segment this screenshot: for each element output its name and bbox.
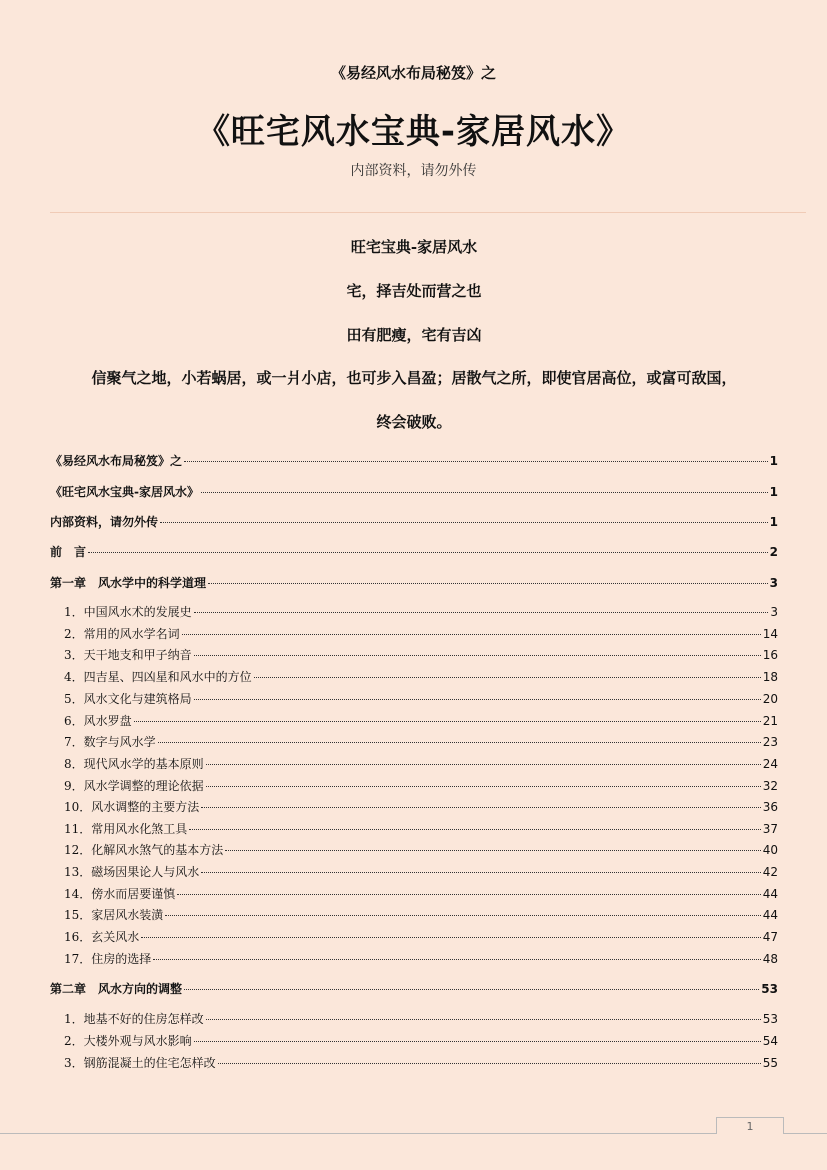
- toc-entry-page: 44: [762, 908, 778, 922]
- toc-entry[interactable]: [50, 980, 778, 997]
- toc-entry[interactable]: [64, 603, 778, 620]
- toc-entry-title: 《易经风水布局秘笈》之: [50, 454, 183, 468]
- toc-entry-title: 9．风水学调整的理论依据: [64, 779, 204, 793]
- toc-leader: [225, 850, 760, 851]
- toc-leader: [160, 522, 768, 523]
- toc-entry-page: 1: [769, 454, 778, 468]
- toc-entry-title: 13．磁场因果论人与风水: [64, 865, 200, 879]
- page-number: 1: [716, 1117, 784, 1134]
- toc-leader: [153, 959, 760, 960]
- toc-entry-title: 1．地基不好的住房怎样改: [64, 1012, 204, 1026]
- toc-entry[interactable]: [50, 574, 778, 591]
- toc-entry[interactable]: [50, 483, 778, 500]
- toc-entry-title: 12．化解风水煞气的基本方法: [64, 843, 224, 857]
- toc-entry-page: 47: [762, 930, 778, 944]
- toc-entry-page: 55: [762, 1056, 778, 1070]
- toc-leader: [206, 786, 761, 787]
- footer-divider: [0, 1133, 827, 1134]
- toc-entry-title: 14．傍水而居要谨慎: [64, 887, 176, 901]
- toc-entry[interactable]: [50, 452, 778, 469]
- toc-entry[interactable]: [64, 950, 778, 967]
- toc-entry-page: 32: [762, 779, 778, 793]
- toc-entry-page: 36: [762, 800, 778, 814]
- toc-entry[interactable]: [64, 646, 778, 663]
- toc-entry-title: 8．现代风水学的基本原则: [64, 757, 204, 771]
- intro-line: 信聚气之地，小若蜗居，或一爿小店，也可步入昌盈；居散气之所，即使官居高位，或富可敌国，: [91, 369, 737, 387]
- toc-entry-page: 23: [762, 735, 778, 749]
- toc-entry[interactable]: [50, 513, 778, 530]
- toc-entry-title: 2．大楼外观与风水影响: [64, 1034, 192, 1048]
- toc-entry-title: 《旺宅风水宝典-家居风水》: [50, 485, 199, 499]
- toc-entry-page: 53: [761, 982, 778, 996]
- toc-entry[interactable]: [64, 712, 778, 729]
- toc-leader: [254, 677, 761, 678]
- intro-line: 旺宅宝典-家居风水: [350, 238, 478, 256]
- toc-entry-page: 16: [762, 648, 778, 662]
- toc-entry-page: 1: [769, 515, 778, 529]
- toc-leader: [184, 461, 768, 462]
- toc-entry[interactable]: [64, 755, 778, 772]
- toc-entry-page: 40: [762, 843, 778, 857]
- toc-leader: [194, 612, 769, 613]
- toc-entry-title: 11．常用风水化煞工具: [64, 822, 188, 836]
- toc-entry-page: 53: [762, 1012, 778, 1026]
- toc-entry-page: 1: [769, 485, 778, 499]
- toc-leader: [194, 1041, 761, 1042]
- toc-entry-title: 16．玄关风水: [64, 930, 140, 944]
- toc-leader: [141, 937, 760, 938]
- toc-entry-title: 6．风水罗盘: [64, 714, 132, 728]
- toc-entry[interactable]: [64, 1032, 778, 1049]
- toc-entry-title: 15．家居风水装潢: [64, 908, 164, 922]
- intro-line: 田有肥瘦，宅有吉凶: [346, 326, 482, 344]
- toc-entry-page: 24: [762, 757, 778, 771]
- intro-line: 终会破败。: [376, 413, 452, 431]
- toc-entry-title: 7．数字与风水学: [64, 735, 156, 749]
- toc-leader: [201, 807, 760, 808]
- intro-line: 宅，择吉处而营之也: [346, 282, 482, 300]
- toc-leader: [134, 721, 761, 722]
- toc-entry-title: 第一章 风水学中的科学道理: [50, 576, 207, 590]
- toc-entry[interactable]: [64, 777, 778, 794]
- toc-leader: [88, 552, 768, 553]
- toc-leader: [182, 634, 761, 635]
- toc-entry[interactable]: [64, 1054, 778, 1071]
- toc-leader: [208, 583, 768, 584]
- toc-entry-page: 37: [762, 822, 778, 836]
- toc-entry-title: 第二章 风水方向的调整: [50, 982, 183, 996]
- toc-entry[interactable]: [64, 863, 778, 880]
- toc-entry[interactable]: [64, 668, 778, 685]
- toc-entry-page: 3: [770, 605, 778, 619]
- toc-entry[interactable]: [64, 885, 778, 902]
- toc-entry-page: 54: [762, 1034, 778, 1048]
- toc-leader: [201, 872, 760, 873]
- toc-entry[interactable]: [64, 733, 778, 750]
- toc-leader: [158, 742, 761, 743]
- toc-entry-title: 3．天干地支和甲子纳音: [64, 648, 192, 662]
- toc-entry[interactable]: [64, 798, 778, 815]
- divider: [50, 212, 806, 213]
- toc-entry-page: 48: [762, 952, 778, 966]
- toc-entry[interactable]: [64, 1010, 778, 1027]
- toc-leader: [201, 492, 768, 493]
- toc-entry-title: 前 言: [50, 545, 87, 559]
- toc-entry-title: 内部资料，请勿外传: [50, 515, 159, 529]
- toc-leader: [177, 894, 760, 895]
- toc-entry-title: 10．风水调整的主要方法: [64, 800, 200, 814]
- series-title: 《易经风水布局秘笈》之: [330, 64, 496, 82]
- toc-leader: [218, 1063, 761, 1064]
- toc-entry-title: 5．风水文化与建筑格局: [64, 692, 192, 706]
- toc-leader: [206, 1019, 761, 1020]
- toc-entry[interactable]: [50, 543, 778, 560]
- toc-entry[interactable]: [64, 841, 778, 858]
- toc-leader: [194, 655, 761, 656]
- toc-leader: [184, 989, 759, 990]
- toc-entry-page: 2: [769, 545, 778, 559]
- toc-entry[interactable]: [64, 820, 778, 837]
- toc-entry[interactable]: [64, 625, 778, 642]
- page-title: 《旺宅风水宝典-家居风水》: [195, 112, 632, 152]
- toc-entry-title: 17．住房的选择: [64, 952, 152, 966]
- toc-entry-title: 3．钢筋混凝土的住宅怎样改: [64, 1056, 216, 1070]
- toc-leader: [194, 699, 761, 700]
- toc-leader: [165, 915, 760, 916]
- toc-entry-page: 44: [762, 887, 778, 901]
- toc-entry[interactable]: [64, 906, 778, 923]
- toc-entry-page: 21: [762, 714, 778, 728]
- toc-entry[interactable]: [64, 928, 778, 945]
- toc-entry-title: 1．中国风水术的发展史: [64, 605, 192, 619]
- toc-entry[interactable]: [64, 690, 778, 707]
- toc-entry-page: 14: [762, 627, 778, 641]
- confidential-note: 内部资料，请勿外传: [350, 163, 477, 179]
- toc-entry-title: 2．常用的风水学名词: [64, 627, 180, 641]
- toc-entry-page: 18: [762, 670, 778, 684]
- toc-entry-page: 3: [769, 576, 778, 590]
- toc-leader: [189, 829, 760, 830]
- toc-entry-title: 4．四吉星、四凶星和风水中的方位: [64, 670, 252, 684]
- toc-entry-page: 20: [762, 692, 778, 706]
- toc-leader: [206, 764, 761, 765]
- toc-entry-page: 42: [762, 865, 778, 879]
